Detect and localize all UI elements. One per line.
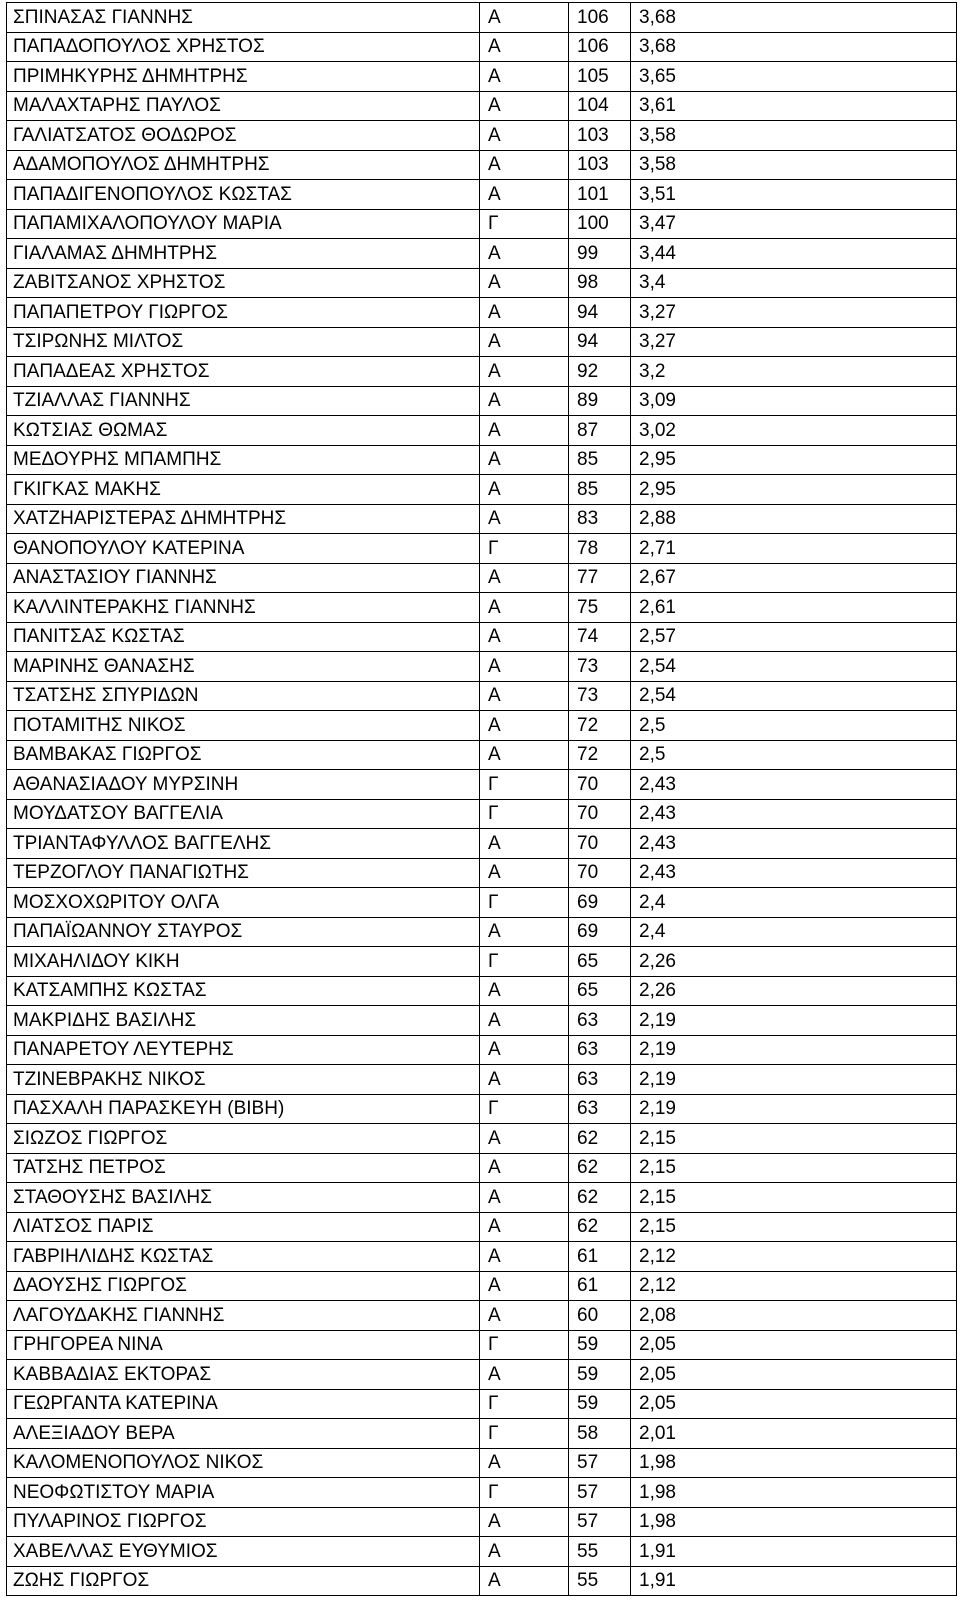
points-cell: 63: [569, 1006, 631, 1036]
percentage-cell: 2,08: [631, 1301, 957, 1331]
player-name-cell: ΠΑΝΑΡΕΤΟΥ ΛΕΥΤΕΡΗΣ: [7, 1035, 480, 1065]
category-cell: Γ: [480, 1389, 569, 1419]
table-row: [7, 150, 957, 180]
player-name-cell: ΑΔΑΜΟΠΟΥΛΟΣ ΔΗΜΗΤΡΗΣ: [7, 150, 480, 180]
table-row: [7, 121, 957, 151]
table-row: [7, 976, 957, 1006]
percentage-cell: 2,43: [631, 829, 957, 859]
table-row: [7, 593, 957, 623]
category-cell: Α: [480, 652, 569, 682]
points-cell: 59: [569, 1389, 631, 1419]
table-row: [7, 475, 957, 505]
points-cell: 89: [569, 386, 631, 416]
results-table: [6, 2, 957, 1596]
category-cell: Α: [480, 711, 569, 741]
points-cell: 70: [569, 829, 631, 859]
table-row: [7, 888, 957, 918]
percentage-cell: 3,58: [631, 121, 957, 151]
percentage-cell: 3,47: [631, 209, 957, 239]
points-cell: 103: [569, 121, 631, 151]
points-cell: 63: [569, 1035, 631, 1065]
percentage-cell: 2,5: [631, 711, 957, 741]
points-cell: 73: [569, 681, 631, 711]
category-cell: Α: [480, 1537, 569, 1567]
player-name-cell: ΧΑΒΕΛΛΑΣ ΕΥΘΥΜΙΟΣ: [7, 1537, 480, 1567]
points-cell: 60: [569, 1301, 631, 1331]
category-cell: Α: [480, 1153, 569, 1183]
table-row: [7, 1419, 957, 1449]
player-name-cell: ΠΑΠΑΜΙΧΑΛΟΠΟΥΛΟΥ ΜΑΡΙΑ: [7, 209, 480, 239]
points-cell: 55: [569, 1537, 631, 1567]
category-cell: Α: [480, 1360, 569, 1390]
category-cell: Α: [480, 858, 569, 888]
table-row: [7, 357, 957, 387]
category-cell: Α: [480, 1124, 569, 1154]
category-cell: Α: [480, 1035, 569, 1065]
table-row: [7, 1212, 957, 1242]
table-row: [7, 1094, 957, 1124]
table-row: [7, 740, 957, 770]
percentage-cell: 2,95: [631, 475, 957, 505]
player-name-cell: ΓΑΛΙΑΤΣΑΤΟΣ ΘΟΔΩΡΟΣ: [7, 121, 480, 151]
table-row: [7, 1507, 957, 1537]
points-cell: 63: [569, 1065, 631, 1095]
points-cell: 72: [569, 711, 631, 741]
percentage-cell: 2,19: [631, 1035, 957, 1065]
table-row: [7, 1035, 957, 1065]
player-name-cell: ΒΑΜΒΑΚΑΣ ΓΙΩΡΓΟΣ: [7, 740, 480, 770]
category-cell: Γ: [480, 1094, 569, 1124]
category-cell: Γ: [480, 1478, 569, 1508]
table-row: [7, 3, 957, 33]
points-cell: 92: [569, 357, 631, 387]
percentage-cell: 3,02: [631, 416, 957, 446]
category-cell: Α: [480, 32, 569, 62]
points-cell: 65: [569, 976, 631, 1006]
category-cell: Α: [480, 622, 569, 652]
category-cell: Α: [480, 357, 569, 387]
player-name-cell: ΛΑΓΟΥΔΑΚΗΣ ΓΙΑΝΝΗΣ: [7, 1301, 480, 1331]
points-cell: 61: [569, 1242, 631, 1272]
percentage-cell: 2,95: [631, 445, 957, 475]
points-cell: 58: [569, 1419, 631, 1449]
table-row: [7, 32, 957, 62]
points-cell: 105: [569, 62, 631, 92]
percentage-cell: 3,51: [631, 180, 957, 210]
category-cell: Α: [480, 976, 569, 1006]
table-row: [7, 62, 957, 92]
category-cell: Α: [480, 327, 569, 357]
points-cell: 73: [569, 652, 631, 682]
category-cell: Α: [480, 593, 569, 623]
player-name-cell: ΠΑΠΑΪΩΑΝΝΟΥ ΣΤΑΥΡΟΣ: [7, 917, 480, 947]
percentage-cell: 2,61: [631, 593, 957, 623]
percentage-cell: 2,15: [631, 1183, 957, 1213]
category-cell: Α: [480, 1183, 569, 1213]
points-cell: 57: [569, 1478, 631, 1508]
table-row: [7, 652, 957, 682]
table-row: [7, 1242, 957, 1272]
player-name-cell: ΧΑΤΖΗΑΡΙΣΤΕΡΑΣ ΔΗΜΗΤΡΗΣ: [7, 504, 480, 534]
points-cell: 78: [569, 534, 631, 564]
player-name-cell: ΓΑΒΡΙΗΛΙΔΗΣ ΚΩΣΤΑΣ: [7, 1242, 480, 1272]
category-cell: Α: [480, 121, 569, 151]
percentage-cell: 2,15: [631, 1124, 957, 1154]
percentage-cell: 2,05: [631, 1360, 957, 1390]
points-cell: 70: [569, 799, 631, 829]
category-cell: Α: [480, 1271, 569, 1301]
player-name-cell: ΠΑΝΙΤΣΑΣ ΚΩΣΤΑΣ: [7, 622, 480, 652]
player-name-cell: ΜΟΣΧΟΧΩΡΙΤΟΥ ΟΛΓΑ: [7, 888, 480, 918]
player-name-cell: ΤΕΡΖΟΓΛΟΥ ΠΑΝΑΓΙΩΤΗΣ: [7, 858, 480, 888]
category-cell: Α: [480, 1242, 569, 1272]
percentage-cell: 3,27: [631, 298, 957, 328]
percentage-cell: 2,19: [631, 1065, 957, 1095]
percentage-cell: 3,58: [631, 150, 957, 180]
table-row: [7, 504, 957, 534]
table-row: [7, 327, 957, 357]
category-cell: Α: [480, 1566, 569, 1596]
table-row: [7, 534, 957, 564]
table-row: [7, 1153, 957, 1183]
player-name-cell: ΜΙΧΑΗΛΙΔΟΥ ΚΙΚΗ: [7, 947, 480, 977]
category-cell: Α: [480, 740, 569, 770]
percentage-cell: 2,26: [631, 947, 957, 977]
points-cell: 94: [569, 298, 631, 328]
table-row: [7, 180, 957, 210]
percentage-cell: 1,91: [631, 1537, 957, 1567]
table-row: [7, 917, 957, 947]
player-name-cell: ΓΕΩΡΓΑΝΤΑ ΚΑΤΕΡΙΝΑ: [7, 1389, 480, 1419]
percentage-cell: 3,68: [631, 3, 957, 33]
points-cell: 65: [569, 947, 631, 977]
table-row: [7, 1065, 957, 1095]
category-cell: Α: [480, 386, 569, 416]
points-cell: 62: [569, 1183, 631, 1213]
category-cell: Α: [480, 1212, 569, 1242]
percentage-cell: 2,4: [631, 888, 957, 918]
category-cell: Α: [480, 91, 569, 121]
category-cell: Γ: [480, 770, 569, 800]
percentage-cell: 3,27: [631, 327, 957, 357]
player-name-cell: ΜΟΥΔΑΤΣΟΥ ΒΑΓΓΕΛΙΑ: [7, 799, 480, 829]
percentage-cell: 2,26: [631, 976, 957, 1006]
points-cell: 59: [569, 1330, 631, 1360]
points-cell: 85: [569, 475, 631, 505]
category-cell: Α: [480, 475, 569, 505]
points-cell: 57: [569, 1507, 631, 1537]
table-row: [7, 622, 957, 652]
percentage-cell: 2,43: [631, 770, 957, 800]
points-cell: 103: [569, 150, 631, 180]
player-name-cell: ΜΑΛΑΧΤΑΡΗΣ ΠΑΥΛΟΣ: [7, 91, 480, 121]
points-cell: 62: [569, 1153, 631, 1183]
percentage-cell: 2,71: [631, 534, 957, 564]
player-name-cell: ΜΕΔΟΥΡΗΣ ΜΠΑΜΠΗΣ: [7, 445, 480, 475]
percentage-cell: 2,4: [631, 917, 957, 947]
points-cell: 77: [569, 563, 631, 593]
table-row: [7, 799, 957, 829]
percentage-cell: 3,09: [631, 386, 957, 416]
category-cell: Α: [480, 1006, 569, 1036]
category-cell: Α: [480, 504, 569, 534]
player-name-cell: ΓΡΗΓΟΡΕΑ ΝΙΝΑ: [7, 1330, 480, 1360]
table-row: [7, 1478, 957, 1508]
percentage-cell: 2,05: [631, 1389, 957, 1419]
player-name-cell: ΑΛΕΞΙΑΔΟΥ ΒΕΡΑ: [7, 1419, 480, 1449]
table-row: [7, 829, 957, 859]
player-name-cell: ΑΘΑΝΑΣΙΑΔΟΥ ΜΥΡΣΙΝΗ: [7, 770, 480, 800]
points-cell: 62: [569, 1124, 631, 1154]
category-cell: Γ: [480, 888, 569, 918]
table-row: [7, 1330, 957, 1360]
table-row: [7, 947, 957, 977]
category-cell: Α: [480, 1448, 569, 1478]
table-row: [7, 1537, 957, 1567]
points-cell: 57: [569, 1448, 631, 1478]
percentage-cell: 1,98: [631, 1507, 957, 1537]
percentage-cell: 2,43: [631, 799, 957, 829]
category-cell: Α: [480, 3, 569, 33]
table-row: [7, 711, 957, 741]
percentage-cell: 3,2: [631, 357, 957, 387]
percentage-cell: 3,65: [631, 62, 957, 92]
player-name-cell: ΠΟΤΑΜΙΤΗΣ ΝΙΚΟΣ: [7, 711, 480, 741]
table-row: [7, 1183, 957, 1213]
category-cell: Α: [480, 268, 569, 298]
table-row: [7, 1301, 957, 1331]
category-cell: Α: [480, 917, 569, 947]
points-cell: 87: [569, 416, 631, 446]
table-row: [7, 298, 957, 328]
player-name-cell: ΠΑΠΑΔΙΓΕΝΟΠΟΥΛΟΣ ΚΩΣΤΑΣ: [7, 180, 480, 210]
category-cell: Γ: [480, 1419, 569, 1449]
points-cell: 99: [569, 239, 631, 269]
percentage-cell: 2,88: [631, 504, 957, 534]
table-row: [7, 416, 957, 446]
points-cell: 106: [569, 32, 631, 62]
table-row: [7, 858, 957, 888]
points-cell: 70: [569, 770, 631, 800]
points-cell: 63: [569, 1094, 631, 1124]
player-name-cell: ΣΙΩΖΟΣ ΓΙΩΡΓΟΣ: [7, 1124, 480, 1154]
table-row: [7, 386, 957, 416]
player-name-cell: ΠΡΙΜΗΚΥΡΗΣ ΔΗΜΗΤΡΗΣ: [7, 62, 480, 92]
player-name-cell: ΛΙΑΤΣΟΣ ΠΑΡΙΣ: [7, 1212, 480, 1242]
points-cell: 69: [569, 917, 631, 947]
table-row: [7, 1389, 957, 1419]
percentage-cell: 2,15: [631, 1153, 957, 1183]
points-cell: 70: [569, 858, 631, 888]
player-name-cell: ΝΕΟΦΩΤΙΣΤΟΥ ΜΑΡΙΑ: [7, 1478, 480, 1508]
table-row: [7, 1448, 957, 1478]
player-name-cell: ΤΣΑΤΣΗΣ ΣΠΥΡΙΔΩΝ: [7, 681, 480, 711]
points-cell: 55: [569, 1566, 631, 1596]
player-name-cell: ΚΑΤΣΑΜΠΗΣ ΚΩΣΤΑΣ: [7, 976, 480, 1006]
points-cell: 101: [569, 180, 631, 210]
percentage-cell: 1,98: [631, 1478, 957, 1508]
table-row: [7, 1271, 957, 1301]
points-cell: 69: [569, 888, 631, 918]
category-cell: Γ: [480, 209, 569, 239]
player-name-cell: ΚΑΒΒΑΔΙΑΣ ΕΚΤΟΡΑΣ: [7, 1360, 480, 1390]
player-name-cell: ΔΑΟΥΣΗΣ ΓΙΩΡΓΟΣ: [7, 1271, 480, 1301]
player-name-cell: ΠΑΠΑΔΟΠΟΥΛΟΣ ΧΡΗΣΤΟΣ: [7, 32, 480, 62]
player-name-cell: ΖΩΗΣ ΓΙΩΡΓΟΣ: [7, 1566, 480, 1596]
percentage-cell: 2,54: [631, 681, 957, 711]
percentage-cell: 1,91: [631, 1566, 957, 1596]
percentage-cell: 2,05: [631, 1330, 957, 1360]
category-cell: Α: [480, 445, 569, 475]
category-cell: Α: [480, 829, 569, 859]
player-name-cell: ΠΥΛΑΡΙΝΟΣ ΓΙΩΡΓΟΣ: [7, 1507, 480, 1537]
table-row: [7, 1360, 957, 1390]
player-name-cell: ΓΙΑΛΑΜΑΣ ΔΗΜΗΤΡΗΣ: [7, 239, 480, 269]
player-name-cell: ΜΑΚΡΙΔΗΣ ΒΑΣΙΛΗΣ: [7, 1006, 480, 1036]
category-cell: Γ: [480, 799, 569, 829]
category-cell: Α: [480, 180, 569, 210]
points-cell: 62: [569, 1212, 631, 1242]
player-name-cell: ΑΝΑΣΤΑΣΙΟΥ ΓΙΑΝΝΗΣ: [7, 563, 480, 593]
percentage-cell: 2,43: [631, 858, 957, 888]
percentage-cell: 2,67: [631, 563, 957, 593]
player-name-cell: ΠΑΣΧΑΛΗ ΠΑΡΑΣΚΕΥΗ (ΒΙΒΗ): [7, 1094, 480, 1124]
category-cell: Γ: [480, 534, 569, 564]
percentage-cell: 2,01: [631, 1419, 957, 1449]
table-row: [7, 1124, 957, 1154]
table-row: [7, 445, 957, 475]
percentage-cell: 2,57: [631, 622, 957, 652]
points-cell: 83: [569, 504, 631, 534]
category-cell: Γ: [480, 1330, 569, 1360]
points-cell: 75: [569, 593, 631, 623]
points-cell: 106: [569, 3, 631, 33]
table-row: [7, 268, 957, 298]
points-cell: 72: [569, 740, 631, 770]
category-cell: Α: [480, 1507, 569, 1537]
points-cell: 61: [569, 1271, 631, 1301]
player-name-cell: ΚΩΤΣΙΑΣ ΘΩΜΑΣ: [7, 416, 480, 446]
percentage-cell: 2,19: [631, 1006, 957, 1036]
table-row: [7, 239, 957, 269]
category-cell: Α: [480, 681, 569, 711]
player-name-cell: ΤΑΤΣΗΣ ΠΕΤΡΟΣ: [7, 1153, 480, 1183]
percentage-cell: 2,5: [631, 740, 957, 770]
player-name-cell: ΚΑΛΟΜΕΝΟΠΟΥΛΟΣ ΝΙΚΟΣ: [7, 1448, 480, 1478]
percentage-cell: 2,12: [631, 1271, 957, 1301]
percentage-cell: 2,19: [631, 1094, 957, 1124]
player-name-cell: ΤΖΙΝΕΒΡΑΚΗΣ ΝΙΚΟΣ: [7, 1065, 480, 1095]
percentage-cell: 2,54: [631, 652, 957, 682]
table-row: [7, 563, 957, 593]
table-row: [7, 209, 957, 239]
player-name-cell: ΖΑΒΙΤΣΑΝΟΣ ΧΡΗΣΤΟΣ: [7, 268, 480, 298]
percentage-cell: 3,4: [631, 268, 957, 298]
results-table-body: [7, 3, 957, 1596]
percentage-cell: 2,15: [631, 1212, 957, 1242]
category-cell: Α: [480, 298, 569, 328]
percentage-cell: 3,68: [631, 32, 957, 62]
table-row: [7, 1006, 957, 1036]
player-name-cell: ΠΑΠΑΠΕΤΡΟΥ ΓΙΩΡΓΟΣ: [7, 298, 480, 328]
points-cell: 74: [569, 622, 631, 652]
player-name-cell: ΠΑΠΑΔΕΑΣ ΧΡΗΣΤΟΣ: [7, 357, 480, 387]
points-cell: 59: [569, 1360, 631, 1390]
player-name-cell: ΣΤΑΘΟΥΣΗΣ ΒΑΣΙΛΗΣ: [7, 1183, 480, 1213]
points-cell: 100: [569, 209, 631, 239]
category-cell: Α: [480, 1065, 569, 1095]
table-row: [7, 91, 957, 121]
category-cell: Α: [480, 416, 569, 446]
table-row: [7, 1566, 957, 1596]
category-cell: Α: [480, 62, 569, 92]
points-cell: 104: [569, 91, 631, 121]
category-cell: Α: [480, 239, 569, 269]
percentage-cell: 1,98: [631, 1448, 957, 1478]
player-name-cell: ΣΠΙΝΑΣΑΣ ΓΙΑΝΝΗΣ: [7, 3, 480, 33]
table-row: [7, 770, 957, 800]
points-cell: 98: [569, 268, 631, 298]
table-row: [7, 681, 957, 711]
percentage-cell: 2,12: [631, 1242, 957, 1272]
category-cell: Α: [480, 563, 569, 593]
player-name-cell: ΓΚΙΓΚΑΣ ΜΑΚΗΣ: [7, 475, 480, 505]
category-cell: Γ: [480, 947, 569, 977]
player-name-cell: ΤΣΙΡΩΝΗΣ ΜΙΛΤΟΣ: [7, 327, 480, 357]
category-cell: Α: [480, 150, 569, 180]
player-name-cell: ΚΑΛΛΙΝΤΕΡΑΚΗΣ ΓΙΑΝΝΗΣ: [7, 593, 480, 623]
percentage-cell: 3,44: [631, 239, 957, 269]
points-cell: 94: [569, 327, 631, 357]
player-name-cell: ΘΑΝΟΠΟΥΛΟΥ ΚΑΤΕΡΙΝΑ: [7, 534, 480, 564]
player-name-cell: ΤΡΙΑΝΤΑΦΥΛΛΟΣ ΒΑΓΓΕΛΗΣ: [7, 829, 480, 859]
player-name-cell: ΤΖΙΑΛΛΑΣ ΓΙΑΝΝΗΣ: [7, 386, 480, 416]
points-cell: 85: [569, 445, 631, 475]
percentage-cell: 3,61: [631, 91, 957, 121]
player-name-cell: ΜΑΡΙΝΗΣ ΘΑΝΑΣΗΣ: [7, 652, 480, 682]
category-cell: Α: [480, 1301, 569, 1331]
